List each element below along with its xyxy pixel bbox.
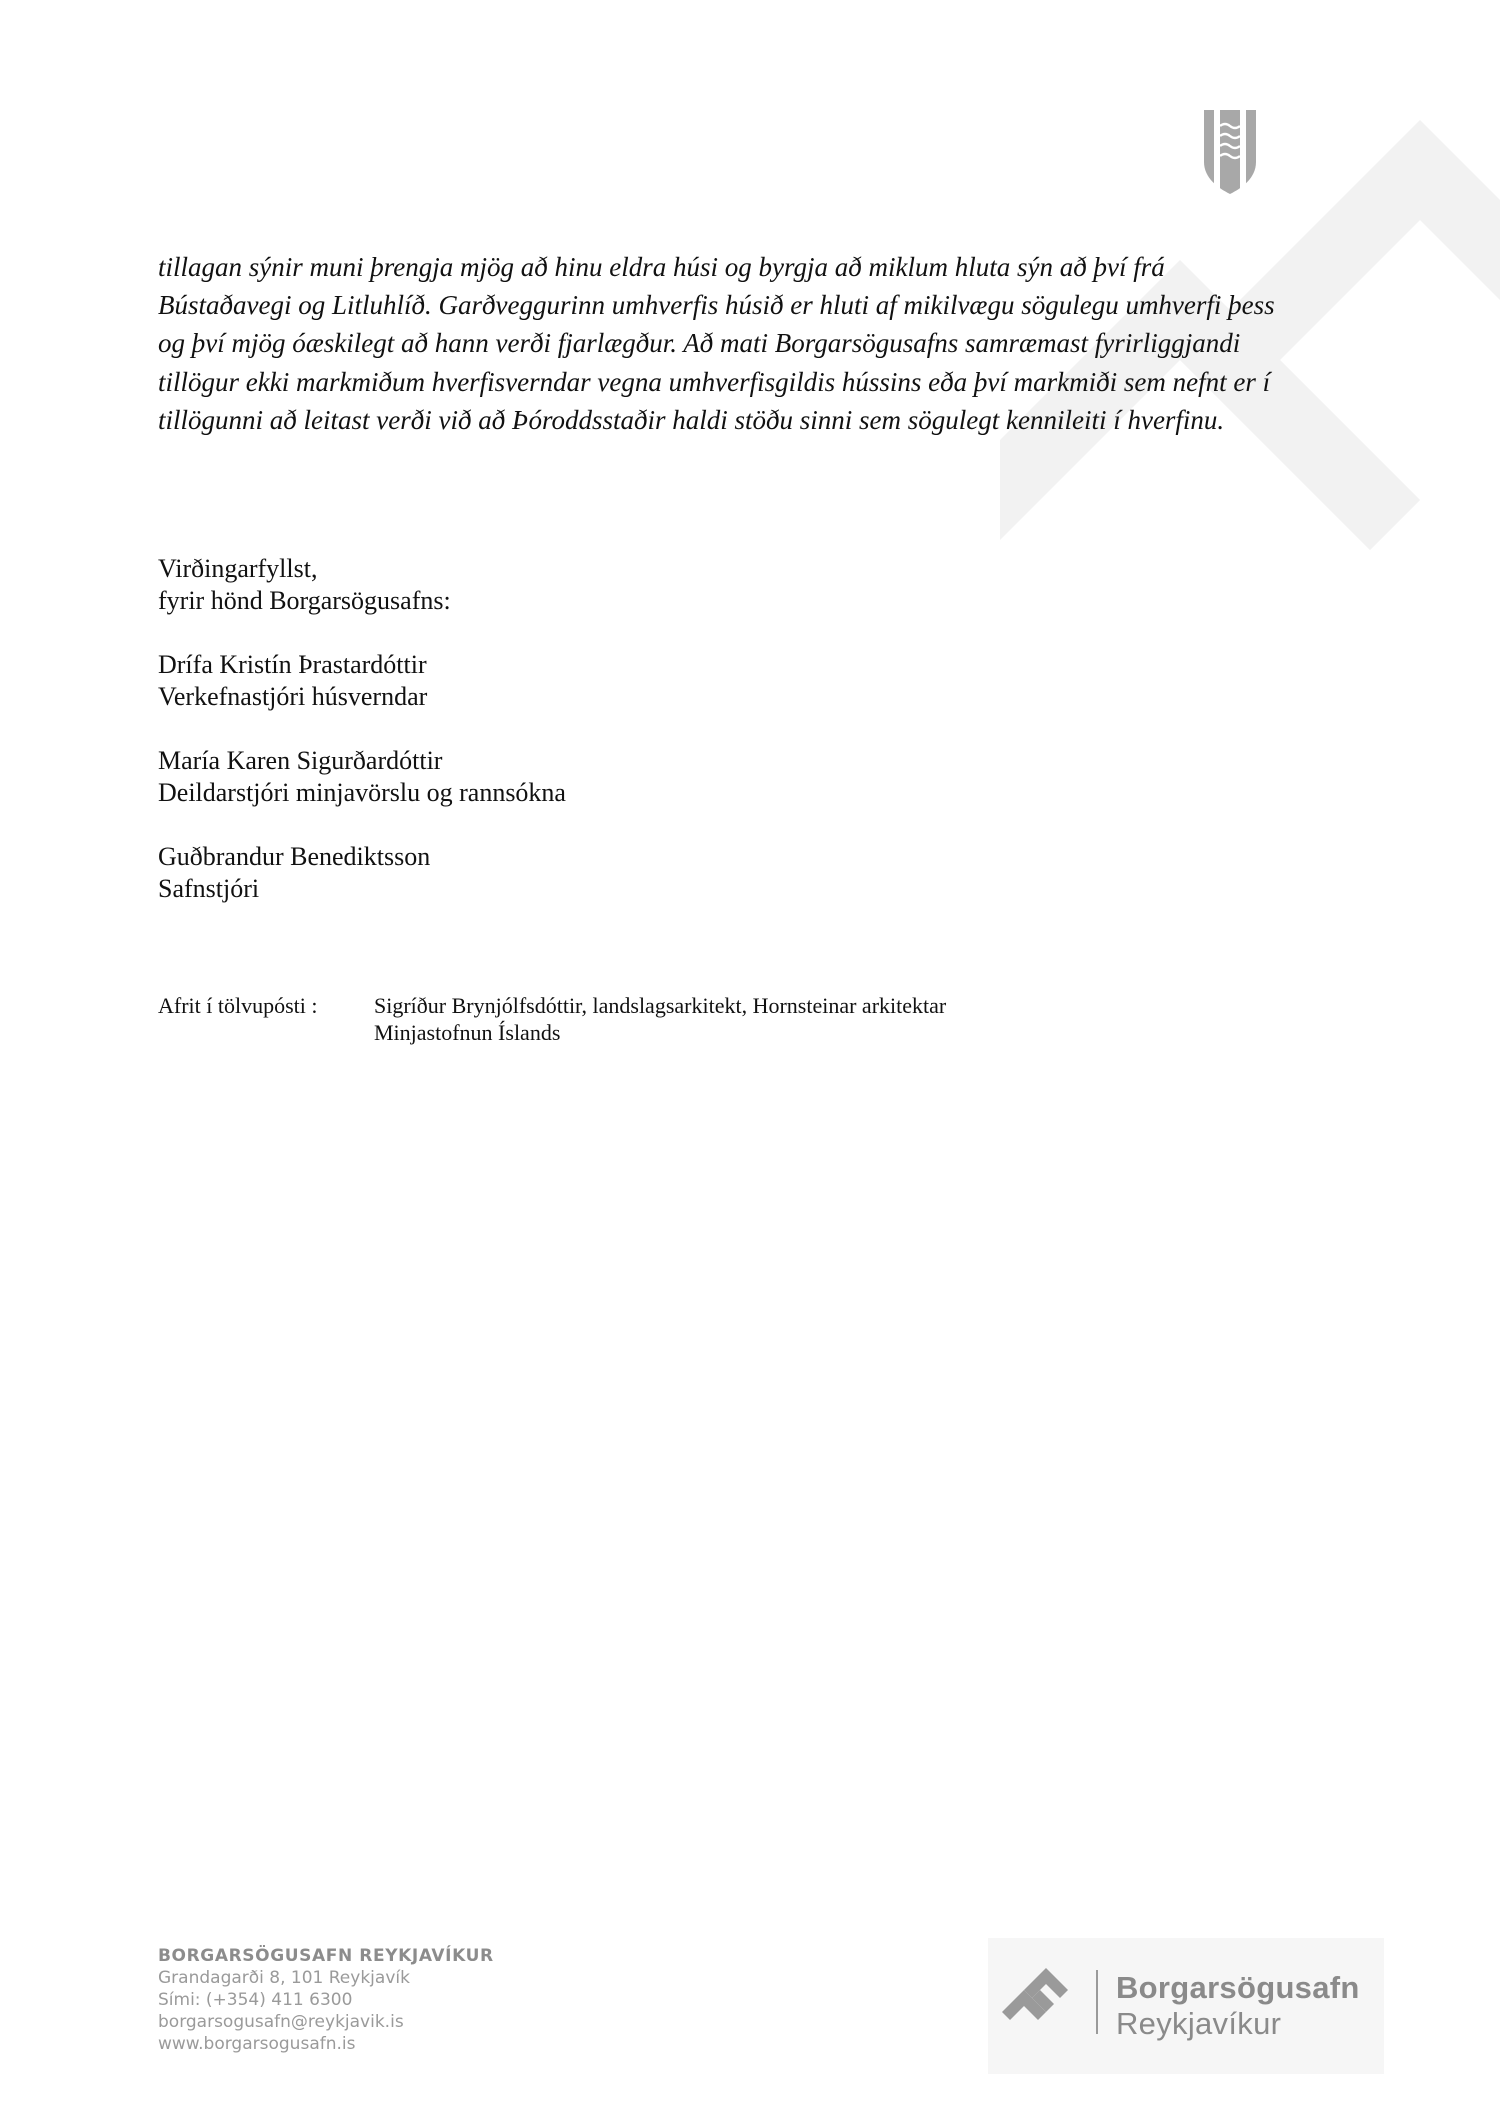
signatory-title: Deildarstjóri minjavörslu og rannsókna (158, 777, 566, 807)
signatory-block (158, 841, 430, 904)
signatory-name: Drífa Kristín Þrastardóttir (158, 650, 427, 679)
signatory-name: Guðbrandur Benediktsson (158, 842, 431, 871)
closing-salutation: Virðingarfyllst, (158, 554, 318, 583)
letter-body-paragraph (158, 248, 1318, 439)
body-line: tillagan sýnir muni þrengja mjög að hinu eldra húsi og byrgja að miklum hluta sýn að því frá (158, 252, 1165, 282)
body-line: tillögunni að leitast verði við að Þóroddsstaðir haldi stöðu sinni sem sögulegt kennileiti í hverfinu. (158, 404, 1225, 435)
body-line: Bústaðavegi og Litluhlíð. Garðveggurinn umhverfis húsið er hluti af mikilvægu sögulegu umhverfi þess (158, 290, 1275, 321)
cc-label: Afrit í tölvupósti : (158, 993, 318, 1018)
body-line: tillögur ekki markmiðum hverfisverndar vegna umhverfisgildis hússins eða því markmiði sem nefnt er í (158, 366, 1271, 397)
body-line: og því mjög óæskilegt að hann verði fjarlægður. Að mati Borgarsögusafns samræmast fyrirliggjandi (158, 328, 1241, 359)
borgarsogusafn-logo-icon (998, 1968, 1084, 2040)
signatory-block (158, 745, 566, 808)
footer-contact (158, 1945, 494, 2055)
signatory-title: Verkefnastjóri húsverndar (158, 681, 428, 711)
logo-name-line1: Borgarsögusafn (1116, 1970, 1360, 2005)
signatory-name: María Karen Sigurðardóttir (158, 746, 443, 775)
footer-org-name: BORGARSÖGUSAFN REYKJAVÍKUR (158, 1946, 494, 1966)
logo-divider (1096, 1970, 1098, 2034)
cc-recipient: Minjastofnun Íslands (374, 1020, 561, 1045)
closing-block (158, 553, 451, 616)
footer-address: Grandagarði 8, 101 Reykjavík (158, 1968, 410, 1988)
footer-logo (988, 1938, 1384, 2074)
logo-name-line2: Reykjavíkur (1116, 2006, 1282, 2041)
signatory-block (158, 649, 427, 712)
footer-phone: Sími: (+354) 411 6300 (158, 1990, 353, 2010)
on-behalf-line: fyrir hönd Borgarsögusafns: (158, 585, 451, 615)
footer-website: www.borgarsogusafn.is (158, 2034, 356, 2054)
cc-recipients (374, 992, 946, 1046)
signatory-title: Safnstjóri (158, 873, 260, 903)
cc-recipient: Sigríður Brynjólfsdóttir, landslagsarkitekt, Hornsteinar arkitektar (374, 993, 947, 1018)
reykjavik-crest-icon (1202, 108, 1258, 196)
footer-email: borgarsogusafn@reykjavik.is (158, 2012, 404, 2032)
